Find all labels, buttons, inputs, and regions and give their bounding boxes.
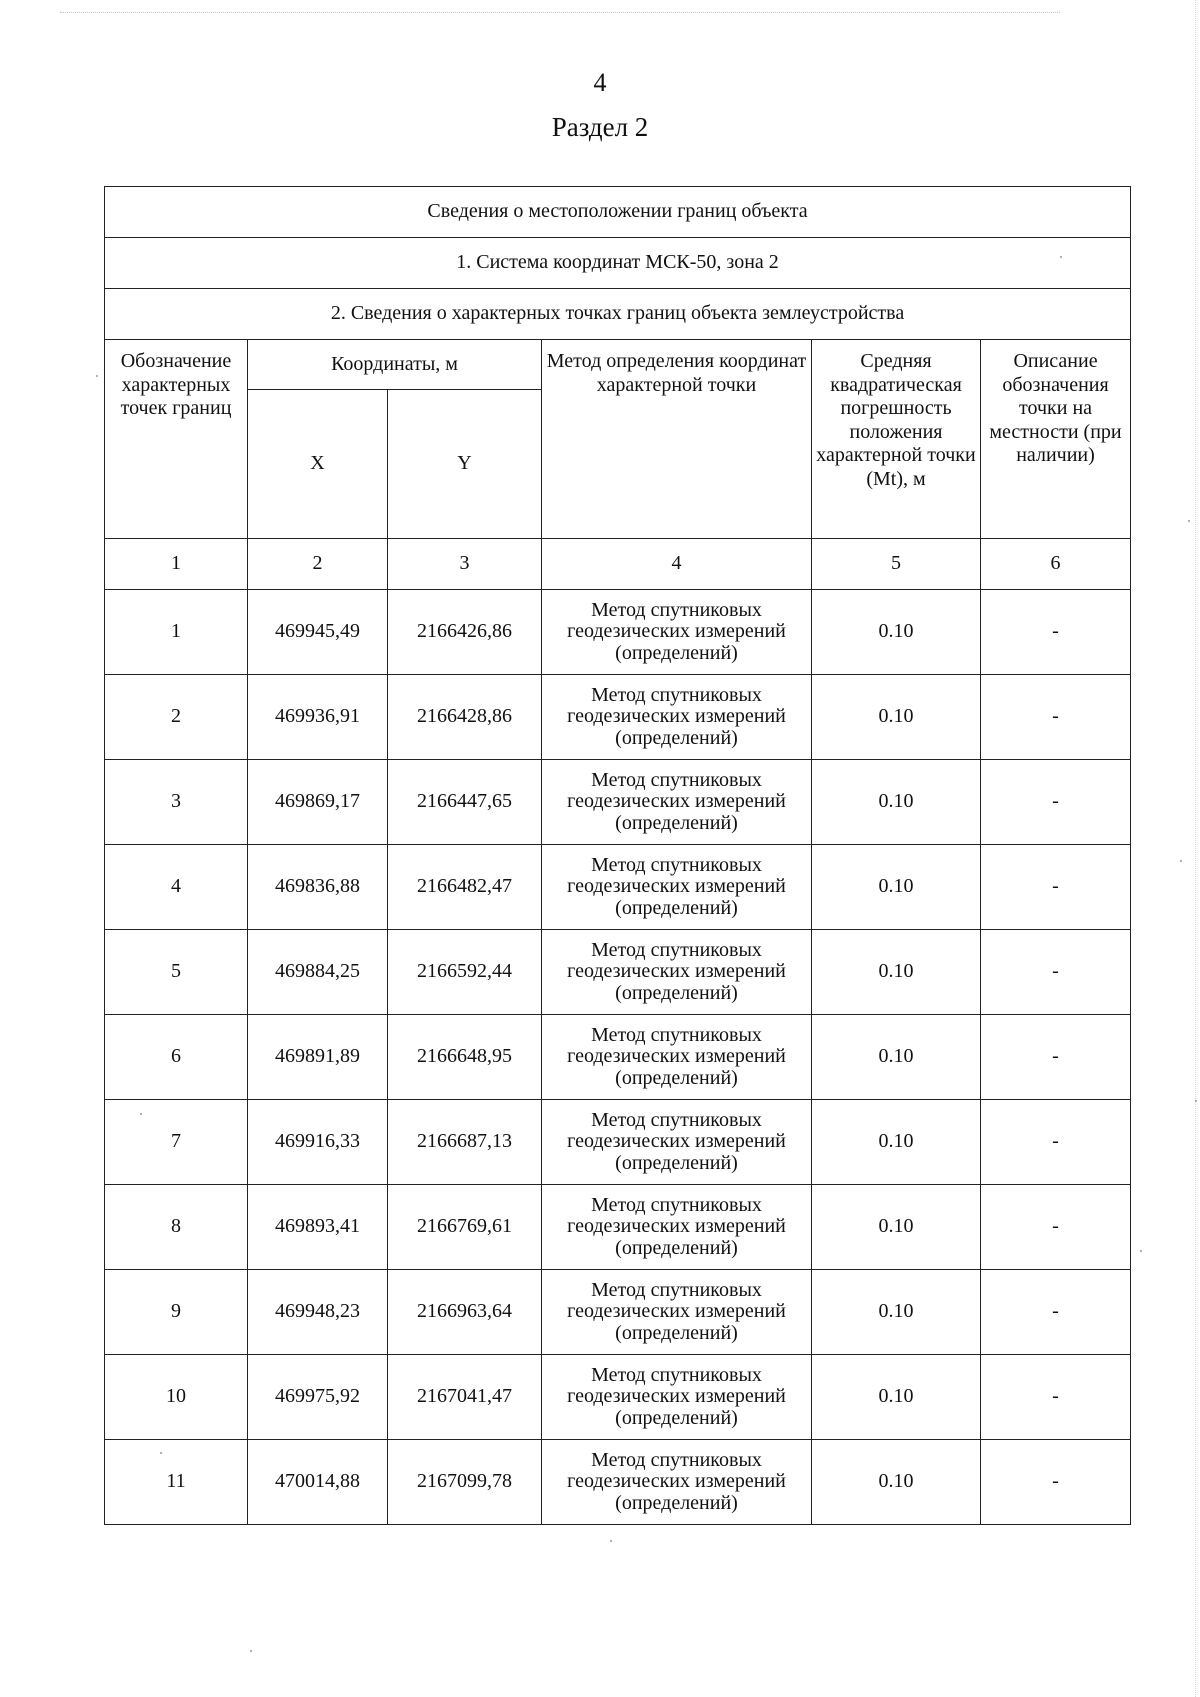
coord-y-cell: 2166592,44 xyxy=(388,930,542,1015)
boundary-points-table xyxy=(104,186,1131,1525)
desc-cell: - xyxy=(981,1015,1131,1100)
page-number: 4 xyxy=(593,68,607,97)
table-title: Сведения о местоположении границ объекта xyxy=(105,187,1131,238)
desc-cell: - xyxy=(981,675,1131,760)
header-mean-square-error: Средняя квадратическая погрешность положения характерной точки (Mt), м xyxy=(812,340,981,539)
coord-x-cell: 469869,17 xyxy=(248,760,388,845)
method-cell: Метод спутниковых геодезических измерений (определений) xyxy=(542,1355,812,1440)
scan-speck xyxy=(610,1540,612,1542)
scan-speck xyxy=(1140,1250,1142,1252)
method-cell: Метод спутниковых геодезических измерений (определений) xyxy=(542,760,812,845)
table-row xyxy=(105,845,1131,930)
method-cell: Метод спутниковых геодезических измерений (определений) xyxy=(542,590,812,675)
desc-cell: - xyxy=(981,1440,1131,1525)
coord-y-cell: 2166428,86 xyxy=(388,675,542,760)
header-method: Метод определения координат характерной точки xyxy=(542,340,812,539)
coordinate-system: 1. Система координат МСК-50, зона 2 xyxy=(105,238,1131,289)
scan-artifact-top xyxy=(60,12,1060,13)
point-number-cell: 7 xyxy=(105,1100,248,1185)
table-row xyxy=(105,1270,1131,1355)
method-cell: Метод спутниковых геодезических измерений (определений) xyxy=(542,1015,812,1100)
point-number-cell: 1 xyxy=(105,590,248,675)
desc-cell: - xyxy=(981,590,1131,675)
point-number-cell: 4 xyxy=(105,845,248,930)
desc-cell: - xyxy=(981,1355,1131,1440)
mse-cell: 0.10 xyxy=(812,760,981,845)
column-number: 2 xyxy=(248,539,388,590)
column-number: 3 xyxy=(388,539,542,590)
coord-y-cell: 2166963,64 xyxy=(388,1270,542,1355)
coord-x-cell: 469945,49 xyxy=(248,590,388,675)
coord-y-cell: 2166687,13 xyxy=(388,1100,542,1185)
scan-artifact-edge xyxy=(1195,0,1196,1697)
desc-cell: - xyxy=(981,1185,1131,1270)
method-cell: Метод спутниковых геодезических измерений (определений) xyxy=(542,1440,812,1525)
column-number: 4 xyxy=(542,539,812,590)
column-number: 6 xyxy=(981,539,1131,590)
mse-cell: 0.10 xyxy=(812,1015,981,1100)
coord-x-cell: 470014,88 xyxy=(248,1440,388,1525)
table-row xyxy=(105,675,1131,760)
table-row xyxy=(105,760,1131,845)
desc-cell: - xyxy=(981,845,1131,930)
table-row xyxy=(105,1440,1131,1525)
method-cell: Метод спутниковых геодезических измерений (определений) xyxy=(542,930,812,1015)
column-number: 5 xyxy=(812,539,981,590)
scan-speck xyxy=(250,1650,252,1652)
point-number-cell: 10 xyxy=(105,1355,248,1440)
point-number-cell: 3 xyxy=(105,760,248,845)
point-number-cell: 11 xyxy=(105,1440,248,1525)
mse-cell: 0.10 xyxy=(812,1355,981,1440)
method-cell: Метод спутниковых геодезических измерений (определений) xyxy=(542,845,812,930)
mse-cell: 0.10 xyxy=(812,590,981,675)
coord-y-cell: 2166648,95 xyxy=(388,1015,542,1100)
header-point-designation: Обозначение характерных точек границ xyxy=(105,340,248,539)
point-number-cell: 2 xyxy=(105,675,248,760)
column-number: 1 xyxy=(105,539,248,590)
scan-speck xyxy=(160,1452,162,1454)
header-y: Y xyxy=(388,390,542,539)
coord-x-cell: 469884,25 xyxy=(248,930,388,1015)
coord-y-cell: 2166769,61 xyxy=(388,1185,542,1270)
desc-cell: - xyxy=(981,760,1131,845)
coord-y-cell: 2166426,86 xyxy=(388,590,542,675)
coord-y-cell: 2166482,47 xyxy=(388,845,542,930)
method-cell: Метод спутниковых геодезических измерений (определений) xyxy=(542,675,812,760)
point-number-cell: 8 xyxy=(105,1185,248,1270)
table-row xyxy=(105,1185,1131,1270)
point-number-cell: 6 xyxy=(105,1015,248,1100)
scan-speck xyxy=(1180,860,1182,862)
coord-x-cell: 469936,91 xyxy=(248,675,388,760)
table-row xyxy=(105,590,1131,675)
desc-cell: - xyxy=(981,1100,1131,1185)
mse-cell: 0.10 xyxy=(812,675,981,760)
coord-x-cell: 469836,88 xyxy=(248,845,388,930)
mse-cell: 0.10 xyxy=(812,845,981,930)
table-row xyxy=(105,930,1131,1015)
column-number-row xyxy=(105,539,1131,590)
coord-x-cell: 469948,23 xyxy=(248,1270,388,1355)
mse-cell: 0.10 xyxy=(812,1185,981,1270)
coord-y-cell: 2167041,47 xyxy=(388,1355,542,1440)
header-coordinates: Координаты, м xyxy=(248,340,542,390)
coord-x-cell: 469891,89 xyxy=(248,1015,388,1100)
point-number-cell: 5 xyxy=(105,930,248,1015)
header-x: X xyxy=(248,390,388,539)
mse-cell: 0.10 xyxy=(812,1440,981,1525)
coord-x-cell: 469975,92 xyxy=(248,1355,388,1440)
scan-speck xyxy=(96,375,98,377)
desc-cell: - xyxy=(981,930,1131,1015)
table-subtitle: 2. Сведения о характерных точках границ объекта землеустройства xyxy=(105,289,1131,340)
method-cell: Метод спутниковых геодезических измерений (определений) xyxy=(542,1185,812,1270)
table-row xyxy=(105,1015,1131,1100)
header-description: Описание обозначения точки на местности (при наличии) xyxy=(981,340,1131,539)
scan-speck xyxy=(1060,256,1062,258)
scan-speck xyxy=(140,1113,142,1115)
coord-x-cell: 469916,33 xyxy=(248,1100,388,1185)
method-cell: Метод спутниковых геодезических измерений (определений) xyxy=(542,1270,812,1355)
coord-x-cell: 469893,41 xyxy=(248,1185,388,1270)
method-cell: Метод спутниковых геодезических измерений (определений) xyxy=(542,1100,812,1185)
table-row xyxy=(105,1100,1131,1185)
desc-cell: - xyxy=(981,1270,1131,1355)
scan-speck xyxy=(1188,520,1190,522)
mse-cell: 0.10 xyxy=(812,1270,981,1355)
coord-y-cell: 2166447,65 xyxy=(388,760,542,845)
mse-cell: 0.10 xyxy=(812,930,981,1015)
mse-cell: 0.10 xyxy=(812,1100,981,1185)
coord-y-cell: 2167099,78 xyxy=(388,1440,542,1525)
table-row xyxy=(105,1355,1131,1440)
scan-speck xyxy=(1195,1100,1197,1102)
point-number-cell: 9 xyxy=(105,1270,248,1355)
section-title: Раздел 2 xyxy=(551,112,649,142)
